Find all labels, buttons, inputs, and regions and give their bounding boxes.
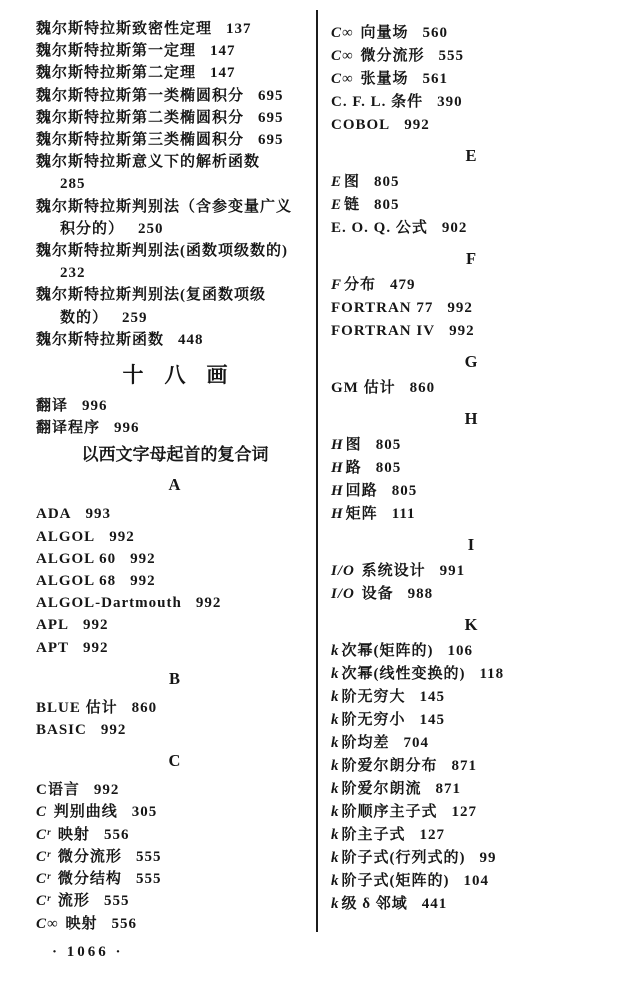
index-entry xyxy=(36,548,314,570)
index-entry xyxy=(36,697,314,719)
entry-page-number: 390 xyxy=(437,94,463,110)
entry-term: 魏尔斯特拉斯第三类椭圆积分 xyxy=(36,132,245,149)
index-entry xyxy=(331,847,612,870)
entry-page-number: 106 xyxy=(447,643,473,659)
entry-page-number: 996 xyxy=(114,420,140,437)
entry-term: 魏尔斯特拉斯第二定理 xyxy=(36,65,197,82)
index-entry xyxy=(36,801,314,823)
entry-term: 次幂(线性变换的) xyxy=(341,666,466,682)
entry-symbol: C∞ xyxy=(331,71,359,87)
entry-term: 阶均差 xyxy=(341,735,390,751)
index-entry xyxy=(331,801,612,824)
index-entry xyxy=(36,196,314,218)
entry-term: ALGOL xyxy=(36,528,96,545)
index-entry xyxy=(331,732,612,755)
entry-page-number: 147 xyxy=(210,65,236,82)
index-entry xyxy=(36,62,314,84)
entry-term: 魏尔斯特拉斯意义下的解析函数 xyxy=(36,154,261,171)
index-entry xyxy=(331,893,612,916)
entry-term: ALGOL 68 xyxy=(36,573,117,590)
entry-continuation xyxy=(36,262,314,284)
index-entry xyxy=(331,320,612,343)
entry-page-number: 992 xyxy=(100,722,127,739)
entry-symbol: C xyxy=(36,804,52,821)
entry-page-number: 695 xyxy=(258,87,284,104)
entry-term: 积分的） xyxy=(60,220,125,237)
entry-symbol: k xyxy=(331,896,340,912)
entry-page-number: 805 xyxy=(374,197,400,213)
index-entry xyxy=(36,40,314,62)
entry-page-number: 99 xyxy=(479,850,497,866)
entry-page-number: 555 xyxy=(103,893,130,910)
entry-page-number: 991 xyxy=(439,563,466,579)
entry-symbol: C∞ xyxy=(331,48,359,64)
entry-term: 设备 xyxy=(361,586,394,602)
entry-page-number: 992 xyxy=(83,639,109,656)
right-column xyxy=(331,22,612,916)
entry-page-number: 992 xyxy=(109,528,135,545)
index-entry xyxy=(331,640,612,663)
entry-symbol: F xyxy=(331,277,343,293)
index-entry xyxy=(36,240,314,262)
index-entry xyxy=(331,274,612,297)
index-entry xyxy=(331,377,612,400)
entry-page-number: 805 xyxy=(374,174,400,190)
entry-page-number: 145 xyxy=(419,712,446,728)
entry-term: COBOL xyxy=(331,117,391,133)
entry-term: ADA xyxy=(36,506,72,523)
entry-page-number: 118 xyxy=(479,666,505,682)
entry-page-number: 305 xyxy=(131,804,158,821)
entry-symbol: C∞ xyxy=(331,25,359,41)
entry-page-number: 860 xyxy=(131,699,158,716)
entry-symbol: k xyxy=(331,689,340,705)
index-entry xyxy=(36,503,314,525)
entry-page-number: 805 xyxy=(375,460,402,476)
index-entry xyxy=(36,913,314,935)
index-entry xyxy=(331,68,612,91)
entry-page-number: 561 xyxy=(422,71,448,87)
entry-term: 向量场 xyxy=(360,25,409,41)
index-entry xyxy=(36,107,314,129)
entry-page-number: 805 xyxy=(375,437,402,453)
entry-symbol: k xyxy=(331,827,340,843)
entry-page-number: 441 xyxy=(421,896,448,912)
entry-term: GM 估计 xyxy=(331,380,396,396)
index-entry xyxy=(36,614,314,636)
entry-page-number: 860 xyxy=(409,380,436,396)
index-entry xyxy=(331,22,612,45)
entry-symbol: E xyxy=(331,197,343,213)
entry-term: 流形 xyxy=(57,893,90,910)
entry-symbol: H xyxy=(331,460,344,476)
index-entry xyxy=(36,890,314,912)
letter-header: K xyxy=(464,615,479,634)
entry-term: 数的） xyxy=(60,309,109,326)
entry-term: 魏尔斯特拉斯第二类椭圆积分 xyxy=(36,109,245,126)
entry-term: 级 δ 邻域 xyxy=(341,896,408,912)
section-header: 十 八 画 xyxy=(122,363,228,388)
entry-term: 判别曲线 xyxy=(53,804,118,821)
entry-term: 翻译 xyxy=(36,398,69,415)
left-column xyxy=(36,18,314,935)
index-entry xyxy=(36,284,314,306)
entry-symbol: k xyxy=(331,781,340,797)
index-entry xyxy=(36,395,314,417)
entry-page-number: 695 xyxy=(258,132,284,149)
entry-page-number: 556 xyxy=(111,915,137,932)
index-entry xyxy=(36,129,314,151)
entry-symbol: H xyxy=(331,506,344,522)
entry-symbol: k xyxy=(331,758,340,774)
entry-page-number: 111 xyxy=(391,506,416,522)
letter-header: A xyxy=(168,475,182,495)
entry-term: 映射 xyxy=(57,826,90,843)
index-entry xyxy=(36,570,314,592)
index-entry xyxy=(331,709,612,732)
entry-term: 路 xyxy=(345,460,362,476)
entry-term: 阶主子式 xyxy=(341,827,406,843)
entry-term: 阶子式(行列式的) xyxy=(341,850,466,866)
entry-symbol: Cʳ xyxy=(36,826,56,843)
index-entry xyxy=(36,719,314,741)
entry-symbol: k xyxy=(331,873,340,889)
column-divider xyxy=(316,10,318,932)
entry-page-number: 555 xyxy=(438,48,464,64)
entry-page-number: 560 xyxy=(422,25,448,41)
index-entry xyxy=(331,480,612,503)
entry-symbol: k xyxy=(331,850,340,866)
letter-header: I xyxy=(467,535,476,554)
entry-page-number: 902 xyxy=(441,220,468,236)
entry-term: ALGOL-Dartmouth xyxy=(36,595,182,612)
index-entry xyxy=(36,846,314,868)
page-number: · 1066 · xyxy=(52,944,124,960)
letter-header: E xyxy=(465,146,478,165)
entry-page-number: 992 xyxy=(447,300,473,316)
entry-page-number: 479 xyxy=(390,277,416,293)
letter-header: F xyxy=(465,249,478,268)
entry-symbol: k xyxy=(331,804,340,820)
entry-term: 魏尔斯特拉斯判别法(函数项级数的) xyxy=(36,243,288,260)
entry-term: 链 xyxy=(344,197,361,213)
index-entry xyxy=(36,868,314,890)
letter-header: B xyxy=(168,668,181,688)
entry-term: 285 xyxy=(60,176,86,193)
index-entry xyxy=(331,560,612,583)
entry-term: C. F. L. 条件 xyxy=(331,94,424,110)
index-entry xyxy=(331,870,612,893)
entry-symbol: I/O xyxy=(331,586,360,602)
entry-term: APT xyxy=(36,639,69,656)
entry-page-number: 871 xyxy=(435,781,462,797)
index-entry xyxy=(331,114,612,137)
entry-term: 232 xyxy=(60,265,86,282)
entry-page-number: 805 xyxy=(391,483,418,499)
index-entry xyxy=(331,686,612,709)
index-entry xyxy=(331,45,612,68)
entry-page-number: 250 xyxy=(138,220,164,237)
entry-page-number: 556 xyxy=(103,826,130,843)
entry-term: 映射 xyxy=(65,915,98,932)
entry-term: 微分结构 xyxy=(57,871,122,888)
entry-term: 次幂(矩阵的) xyxy=(341,643,434,659)
entry-term: 魏尔斯特拉斯第一定理 xyxy=(36,43,197,60)
entry-page-number: 871 xyxy=(451,758,478,774)
entry-page-number: 555 xyxy=(135,871,162,888)
index-entry xyxy=(36,85,314,107)
entry-page-number: 147 xyxy=(210,43,236,60)
entry-term: BASIC xyxy=(36,722,87,739)
entry-term: BLUE 估计 xyxy=(36,699,118,716)
entry-page-number: 992 xyxy=(449,323,475,339)
entry-page-number: 992 xyxy=(404,117,430,133)
index-entry xyxy=(331,583,612,606)
entry-term: 矩阵 xyxy=(345,506,378,522)
entry-term: 阶爱尔朗分布 xyxy=(341,758,438,774)
index-entry xyxy=(36,779,314,801)
entry-symbol: I/O xyxy=(331,563,360,579)
entry-symbol: Cʳ xyxy=(36,893,56,910)
entry-symbol: k xyxy=(331,666,340,682)
entry-symbol: E xyxy=(331,174,343,190)
index-entry xyxy=(331,91,612,114)
entry-page-number: 988 xyxy=(407,586,434,602)
index-entry xyxy=(36,18,314,40)
entry-symbol: H xyxy=(331,437,344,453)
entry-term: 系统设计 xyxy=(361,563,426,579)
entry-page-number: 127 xyxy=(419,827,446,843)
entry-term: 阶子式(矩阵的) xyxy=(341,873,450,889)
entry-page-number: 996 xyxy=(82,398,108,415)
entry-page-number: 137 xyxy=(226,21,252,37)
index-entry xyxy=(36,151,314,173)
entry-symbol: C∞ xyxy=(36,915,64,932)
entry-page-number: 555 xyxy=(135,848,162,865)
entry-continuation xyxy=(36,307,314,329)
entry-page-number: 104 xyxy=(463,873,489,889)
entry-term: 阶爱尔朗流 xyxy=(341,781,422,797)
entry-page-number: 695 xyxy=(258,109,284,126)
letter-header: C xyxy=(168,751,182,771)
entry-symbol: k xyxy=(331,735,340,751)
entry-term: 阶无穷大 xyxy=(341,689,406,705)
entry-term: ALGOL 60 xyxy=(36,550,117,567)
entry-term: 魏尔斯特拉斯致密性定理 xyxy=(36,21,213,37)
entry-page-number: 992 xyxy=(83,617,109,634)
entry-term: 微分流形 xyxy=(57,848,122,865)
index-entry xyxy=(36,329,314,351)
index-entry xyxy=(331,778,612,801)
entry-term: FORTRAN IV xyxy=(331,323,436,339)
entry-term: 阶顺序主子式 xyxy=(341,804,438,820)
entry-term: 魏尔斯特拉斯判别法（含参变量广义 xyxy=(36,198,293,215)
index-entry xyxy=(331,171,612,194)
entry-term: C语言 xyxy=(36,782,80,799)
entry-term: 魏尔斯特拉斯函数 xyxy=(36,331,165,348)
entry-symbol: k xyxy=(331,712,340,728)
entry-page-number: 448 xyxy=(178,331,204,348)
entry-page-number: 992 xyxy=(130,550,156,567)
entry-term: 图 xyxy=(345,437,362,453)
entry-symbol: k xyxy=(331,643,340,659)
entry-page-number: 259 xyxy=(122,309,148,326)
index-entry xyxy=(331,434,612,457)
entry-page-number: 993 xyxy=(85,506,111,523)
index-entry xyxy=(331,663,612,686)
entry-page-number: 992 xyxy=(130,573,156,590)
entry-symbol: Cʳ xyxy=(36,848,56,865)
entry-term: FORTRAN 77 xyxy=(331,300,434,316)
index-entry xyxy=(36,592,314,614)
entry-page-number: 992 xyxy=(195,595,222,612)
index-entry xyxy=(36,526,314,548)
entry-term: 魏尔斯特拉斯第一类椭圆积分 xyxy=(36,87,245,104)
section-header: 以西文字母起首的复合词 xyxy=(81,445,269,465)
entry-page-number: 704 xyxy=(403,735,430,751)
entry-term: 魏尔斯特拉斯判别法(复函数项级 xyxy=(36,287,266,304)
entry-term: APL xyxy=(36,617,69,634)
index-entry xyxy=(36,417,314,439)
index-entry xyxy=(331,503,612,526)
entry-page-number: 992 xyxy=(93,782,120,799)
entry-term: E. O. Q. 公式 xyxy=(331,220,428,236)
entry-term: 图 xyxy=(344,174,361,190)
entry-page-number: 127 xyxy=(451,804,478,820)
index-entry xyxy=(331,755,612,778)
index-entry xyxy=(331,824,612,847)
entry-term: 回路 xyxy=(345,483,378,499)
index-entry xyxy=(331,194,612,217)
entry-term: 微分流形 xyxy=(360,48,425,64)
entry-term: 阶无穷小 xyxy=(341,712,406,728)
entry-symbol: H xyxy=(331,483,344,499)
index-entry xyxy=(331,217,612,240)
entry-page-number: 145 xyxy=(419,689,446,705)
index-entry xyxy=(331,297,612,320)
index-entry xyxy=(36,637,314,659)
entry-continuation xyxy=(36,173,314,195)
letter-header: H xyxy=(464,409,479,428)
entry-term: 分布 xyxy=(344,277,377,293)
letter-header: G xyxy=(464,352,479,371)
entry-term: 张量场 xyxy=(360,71,409,87)
entry-continuation xyxy=(36,218,314,240)
entry-symbol: Cʳ xyxy=(36,871,56,888)
entry-term: 翻译程序 xyxy=(36,420,101,437)
index-entry xyxy=(36,824,314,846)
index-entry xyxy=(331,457,612,480)
